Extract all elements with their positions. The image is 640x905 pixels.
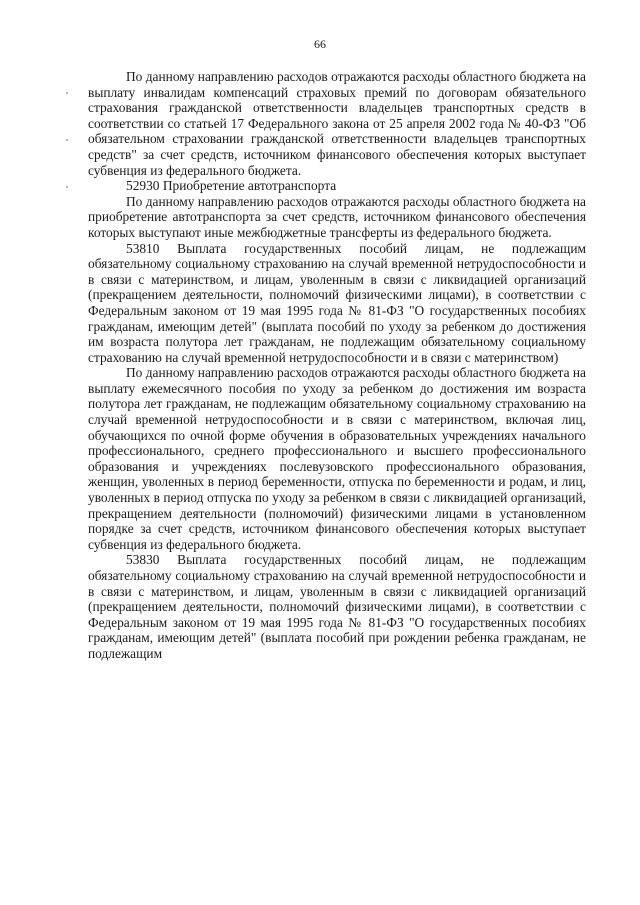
scan-speck	[66, 186, 68, 188]
paragraph-vehicle-purchase: По данному направлению расходов отражаются расходы областного бюджета на приобретение автотранспорта за счет средств, источником финансового обеспечения которых выступают иные межбюджетные трансферты из федерального бюджета.	[88, 193, 586, 240]
heading-53830: 53830 Выплата государственных пособий лицам, не подлежащим обязательному социальному страхованию на случай временной нетрудоспособности и в связи с материнством, и лицам, уволенным в связи с ликвидацией организаций (прекращением деятельности, полномочий физическими лицами), в соответствии с Федеральным законом от 19 мая 1995 года № 81-ФЗ "О государственных пособиях гражданам, имеющим детей" (выплата пособий при рождении ребенка гражданам, не подлежащим	[88, 552, 586, 661]
heading-52930: 52930 Приобретение автотранспорта	[126, 178, 337, 194]
paragraph-osago-compensation: По данному направлению расходов отражаются расходы областного бюджета на выплату инвалидам компенсаций страховых премий по договорам обязательного страхования гражданской ответственности владельцев транспортных средств в соответствии со статьей 17 Федерального закона от 25 апреля 2002 года № 40-ФЗ "Об обязательном страховании гражданской ответственности владельцев транспортных средств" за счет средств, источником финансового обеспечения которых выступает субвенция из федерального бюджета.	[88, 69, 586, 178]
body-text	[88, 69, 586, 662]
heading-53810: 53810 Выплата государственных пособий лицам, не подлежащим обязательному социальному страхованию на случай временной нетрудоспособности и в связи с материнством, и лицам, уволенным в связи с ликвидацией организаций (прекращением деятельности, полномочий физическими лицами), в соответствии с Федеральным законом от 19 мая 1995 года № 81-ФЗ "О государственных пособиях гражданам, имеющим детей" (выплата пособий по уходу за ребенком до достижения им возраста полутора лет гражданам, не подлежащим обязательному социальному страхованию на случай временной нетрудоспособности и в связи с материнством)	[88, 240, 586, 365]
page-number: 66	[314, 37, 326, 51]
paragraph-childcare-allowance: По данному направлению расходов отражаются расходы областного бюджета на выплату ежемесячного пособия по уходу за ребенком до достижения им возраста полутора лет гражданам, не подлежащим обязательному социальному страхованию на случай временной нетрудоспособности и в связи с материнством, включая лиц, обучающихся по очной форме обучения в образовательных учреждениях начального профессионального, среднего профессионального и высшего профессионального образования и учреждениях послевузовского профессионального образования, женщин, уволенных в период беременности, отпуска по беременности и родам, и лиц, уволенных в период отпуска по уходу за ребенком в связи с ликвидацией организаций, прекращением деятельности (полномочий) физическими лицами в установленном порядке за счет средств, источником финансового обеспечения которых выступает субвенция из федерального бюджета.	[88, 365, 586, 552]
scan-speck	[66, 139, 68, 141]
scan-speck	[66, 92, 68, 94]
